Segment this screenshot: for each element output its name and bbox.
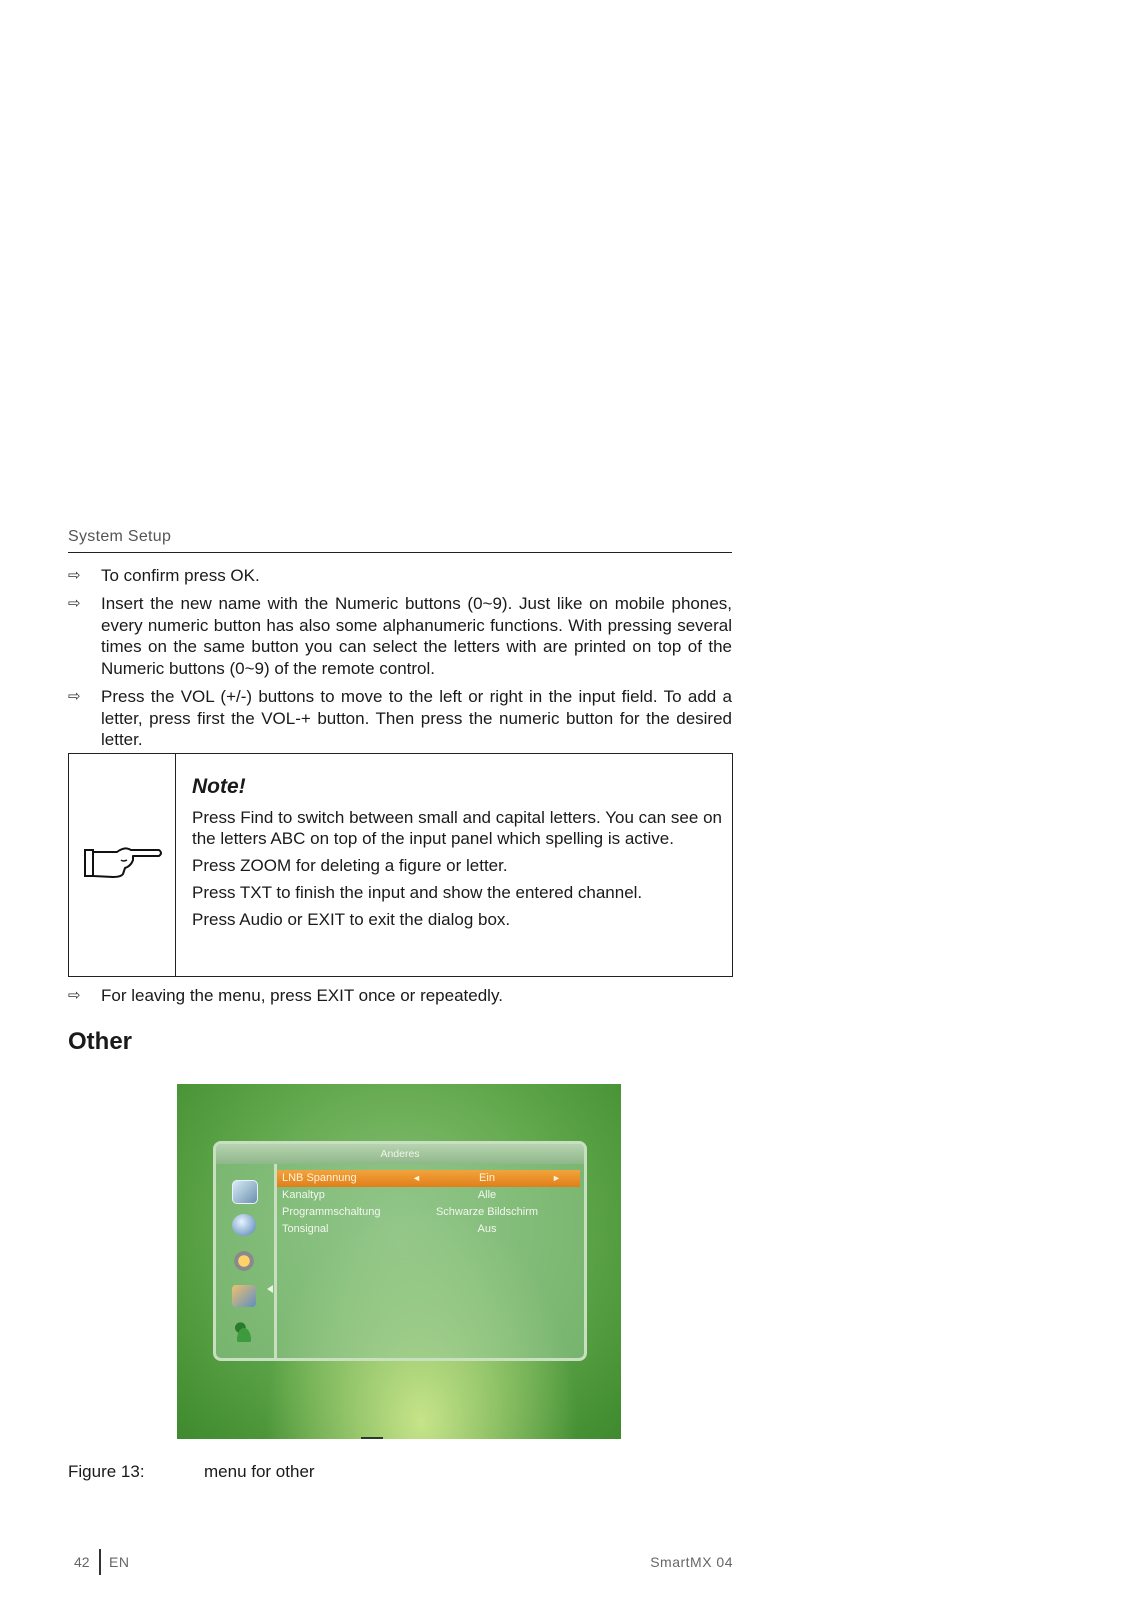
menu-row-kanaltyp [277, 1187, 580, 1204]
arrow-icon: ⇨ [68, 567, 81, 584]
figure-number: Figure 13: [68, 1462, 145, 1481]
left-arrow-icon: ◄ [412, 1173, 421, 1183]
list-item-text: To confirm press OK. [101, 566, 260, 585]
section-title: System Setup [68, 528, 172, 545]
menu-row-value: Alle [477, 1189, 497, 1201]
menu-row-lnb-spannung [277, 1170, 580, 1187]
arrow-icon: ⇨ [68, 595, 81, 612]
picture-settings-icon [232, 1180, 258, 1204]
tools-icon [232, 1285, 256, 1307]
list-item [68, 565, 732, 587]
menu-screenshot [177, 1084, 621, 1439]
footer-divider [99, 1549, 101, 1575]
users-icon [232, 1320, 256, 1342]
menu-row-label: Programmschaltung [282, 1206, 381, 1218]
list-item [68, 985, 732, 1007]
note-paragraph: Press ZOOM for deleting a figure or letter. [192, 856, 508, 875]
note-box [68, 753, 733, 977]
menu-row-value: Ein [479, 1172, 495, 1184]
note-title: Note! [192, 775, 246, 798]
note-paragraph: Press Audio or EXIT to exit the dialog box. [192, 910, 511, 929]
menu-row-value: Aus [477, 1223, 497, 1235]
note-paragraph: Press TXT to finish the input and show the entered channel. [192, 883, 643, 902]
section-header [68, 528, 732, 553]
menu-row-programmschaltung [277, 1204, 580, 1221]
menu-row-label: Kanaltyp [282, 1189, 325, 1201]
list-item-text: Press the VOL (+/-) buttons to move to the left or right in the input field. To add a letter, press first the VOL-+ button. Then press the numeric button for the desired letter. [101, 687, 732, 749]
menu-row-tonsignal [277, 1221, 580, 1238]
arrow-icon: ⇨ [68, 987, 81, 1004]
menu-row-value: Schwarze Bildschirm [435, 1206, 539, 1218]
note-paragraph: Press Find to switch between small and capital letters. You can see on the letters ABC on top of the input panel which spelling is active. [192, 808, 722, 848]
gear-icon [232, 1250, 256, 1272]
arrow-icon: ⇨ [68, 688, 81, 705]
right-arrow-icon: ► [552, 1173, 561, 1183]
footer-language: EN [109, 1554, 130, 1570]
menu-row-label: Tonsignal [282, 1223, 329, 1235]
list-item [68, 593, 732, 679]
footer-model: SmartMX 04 [650, 1554, 733, 1570]
note-content [192, 776, 722, 936]
pointing-hand-icon [83, 844, 163, 884]
menu-rows [277, 1170, 580, 1238]
screen-marker [361, 1437, 383, 1439]
menu-row-label: LNB Spannung [282, 1172, 357, 1184]
menu-icon-column [216, 1164, 277, 1358]
list-item [68, 686, 732, 751]
list-item-text: For leaving the menu, press EXIT once or repeatedly. [101, 986, 503, 1005]
figure-caption: menu for other [204, 1462, 315, 1481]
page-number: 42 [74, 1554, 90, 1570]
menu-panel [213, 1141, 587, 1361]
section-heading: Other [68, 1028, 133, 1055]
menu-title: Anderes [216, 1144, 584, 1164]
selection-pointer-icon [267, 1285, 273, 1293]
note-icon-column [69, 754, 176, 976]
list-item-text: Insert the new name with the Numeric buttons (0~9). Just like on mobile phones, every numeric button has also some alphanumeric functions. With pressing several times on the same button you can select the letters with are printed on top of the Numeric buttons (0~9) of the remote control. [101, 594, 732, 678]
globe-dish-icon [232, 1214, 256, 1236]
